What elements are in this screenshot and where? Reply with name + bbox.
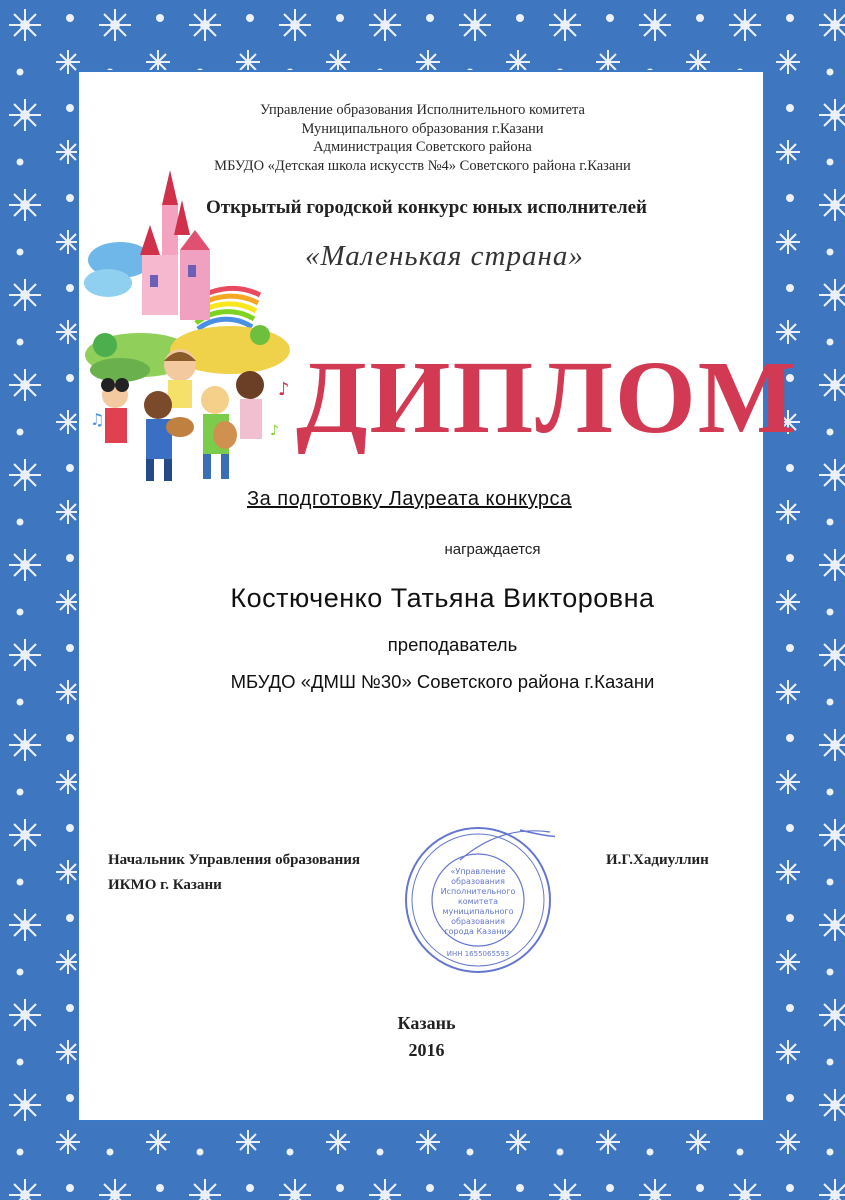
award-reason: За подготовку Лауреата конкурса	[247, 488, 572, 510]
header-line-2: Муниципального образования г.Казани	[301, 121, 544, 137]
svg-text:♫: ♫	[90, 410, 105, 429]
svg-text:♪: ♪	[270, 423, 279, 439]
stamp-line-2: образования	[451, 877, 505, 886]
stamp-line-5: муниципального	[442, 907, 514, 916]
footer-year: 2016	[408, 1040, 445, 1060]
stamp-line-7: города Казани»	[444, 927, 512, 936]
footer-city: Казань	[397, 1013, 456, 1033]
official-seal-stamp	[400, 820, 555, 980]
recipient-school: МБУДО «ДМШ №30» Советского района г.Казани	[230, 671, 655, 692]
diploma-title: ДИПЛОМ	[296, 340, 798, 455]
signer-role-line-2: ИКМО г. Казани	[108, 877, 222, 893]
awarded-label: награждается	[444, 541, 541, 558]
stamp-line-3: Исполнительного	[440, 887, 516, 896]
recipient-position: преподаватель	[387, 634, 518, 655]
stamp-inn: ИНН 1655065593	[446, 950, 510, 958]
contest-name: «Маленькая страна»	[305, 240, 584, 272]
header-line-1: Управление образования Исполнительного комитета	[260, 102, 585, 118]
svg-text:♪: ♪	[278, 379, 290, 400]
header-line-3: Администрация Советского района	[313, 139, 532, 155]
stamp-line-4: комитета	[457, 897, 499, 906]
recipient-name: Костюченко Татьяна Викторовна	[230, 583, 655, 613]
stamp-line-1: «Управление	[450, 867, 506, 876]
contest-title: Открытый городской конкурс юных исполнителей	[206, 197, 647, 218]
signer-role-line-1: Начальник Управления образования	[108, 852, 360, 868]
stamp-line-6: образования	[451, 917, 505, 926]
signer-name: И.Г.Хадиуллин	[606, 852, 709, 868]
header-line-4: МБУДО «Детская школа искусств №4» Советского района г.Казани	[214, 158, 631, 174]
